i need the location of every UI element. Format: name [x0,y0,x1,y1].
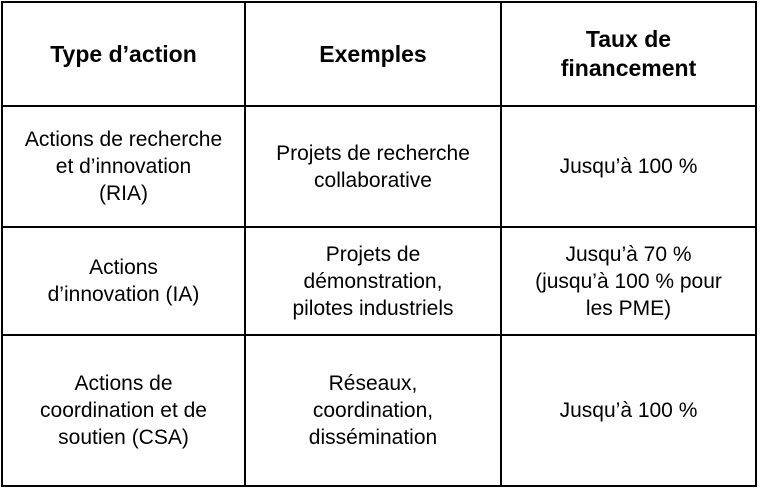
table-row [2,106,756,227]
funding-table [1,1,757,487]
cell-exemples: Projets de démonstration, pilotes industriels [245,227,501,335]
cell-taux: Jusqu’à 100 % [501,106,756,227]
table-header-row [2,2,756,106]
table-row [2,227,756,335]
cell-taux: Jusqu’à 70 % (jusqu’à 100 % pour les PME) [501,227,756,335]
header-exemples: Exemples [245,2,501,106]
cell-exemples: Réseaux, coordination, dissémination [245,335,501,486]
header-type-action: Type d’action [2,2,245,106]
table-row [2,335,756,486]
header-taux-financement: Taux de financement [501,2,756,106]
cell-type-action: Actions de coordination et de soutien (CSA) [2,335,245,486]
cell-taux: Jusqu’à 100 % [501,335,756,486]
cell-exemples: Projets de recherche collaborative [245,106,501,227]
cell-type-action: Actions de recherche et d’innovation (RIA) [2,106,245,227]
cell-type-action: Actions d’innovation (IA) [2,227,245,335]
